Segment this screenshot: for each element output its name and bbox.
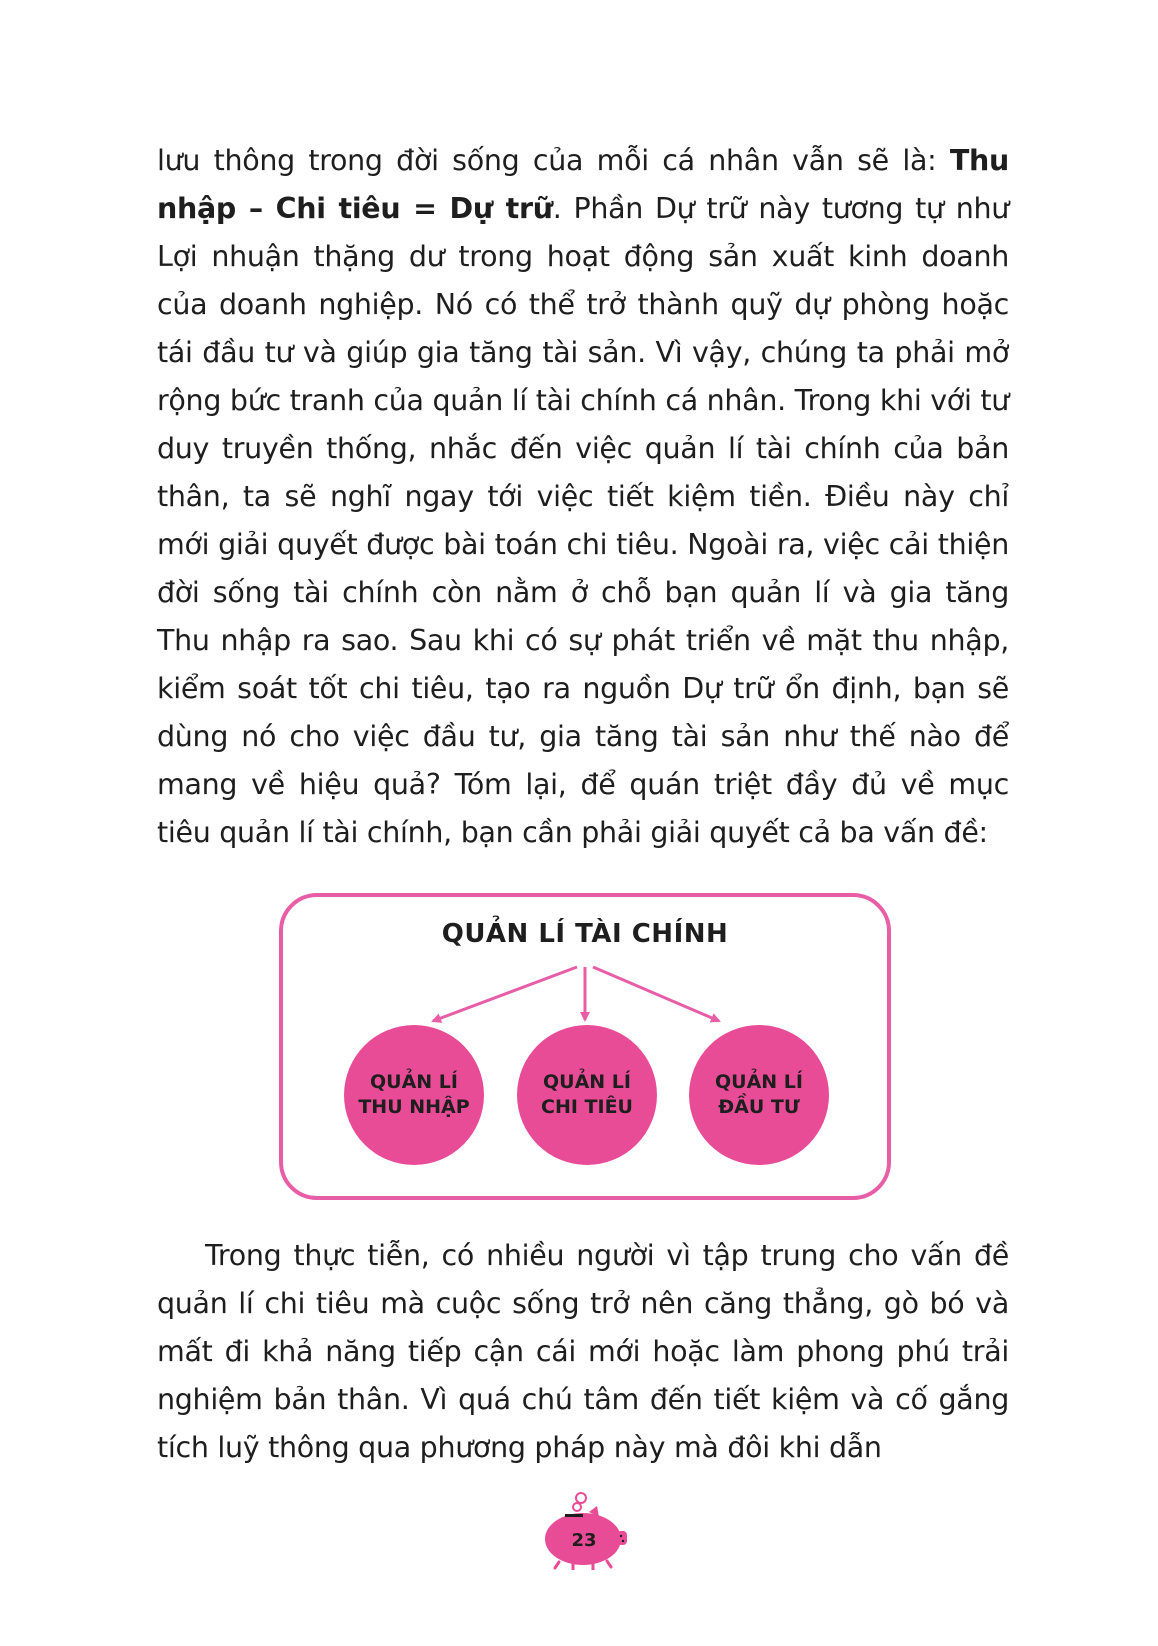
node-line-2: CHI TIÊU — [541, 1096, 633, 1118]
arrow-left — [433, 967, 577, 1021]
paragraph-intro: lưu thông trong đời sống của mỗi cá nhân vẫn sẽ là: — [157, 144, 950, 177]
node-spending-management — [517, 1025, 657, 1165]
page-number: 23 — [571, 1530, 597, 1551]
node-line-1: QUẢN LÍ — [715, 1071, 803, 1093]
node-line-1: QUẢN LÍ — [370, 1071, 458, 1093]
body-paragraph-1 — [157, 137, 1009, 857]
formula-text: Thu nhập – Chi tiêu = Dự trữ — [157, 144, 1009, 225]
financial-management-diagram — [279, 893, 891, 1200]
paragraph-body: . Phần Dự trữ này tương tự như Lợi nhuận thặng dư trong hoạt động sản xuất kinh doanh của doanh nghiệp. Nó có thể trở thành quỹ dự phòng hoặc tái đầu tư và giúp gia tăng tài sản. Vì vậy, chúng ta phải mở rộng bức tranh của quản lí tài chính cá nhân. Trong khi với tư duy truyền thống, nhắc đến việc quản lí tài chính của bản thân, ta sẽ nghĩ ngay tới việc tiết kiệm tiền. Điều này chỉ mới giải quyết được bài toán chi tiêu. Ngoài ra, việc cải thiện đời sống tài chính còn nằm ở chỗ bạn quản lí và gia tăng Thu nhập ra sao. Sau khi có sự phát triển về mặt thu nhập, kiểm soát tốt chi tiêu, tạo ra nguồn Dự trữ ổn định, bạn sẽ dùng nó cho việc đầu tư, gia tăng tài sản như thế nào để mang về hiệu quả? Tóm lại, để quán triệt đầy đủ về mục tiêu quản lí tài chính, bạn cần phải giải quyết cả ba vấn đề: — [157, 192, 1010, 849]
node-line-1: QUẢN LÍ — [543, 1071, 631, 1093]
node-investment-management — [689, 1025, 829, 1165]
diagram-title: QUẢN LÍ TÀI CHÍNH — [441, 919, 729, 949]
node-line-2: THU NHẬP — [358, 1096, 470, 1118]
body-paragraph-2: Trong thực tiễn, có nhiều người vì tập trung cho vấn đề quản lí chi tiêu mà cuộc sống trở nên căng thẳng, gò bó và mất đi khả năng tiếp cận cái mới hoặc làm phong phú trải nghiệm bản thân. Vì quá chú tâm đến tiết kiệm và cố gắng tích luỹ thông qua phương pháp này mà đôi khi dẫn — [157, 1239, 1009, 1464]
node-line-2: ĐẦU TƯ — [718, 1096, 800, 1118]
node-income-management — [344, 1025, 484, 1165]
arrow-right — [593, 967, 719, 1021]
